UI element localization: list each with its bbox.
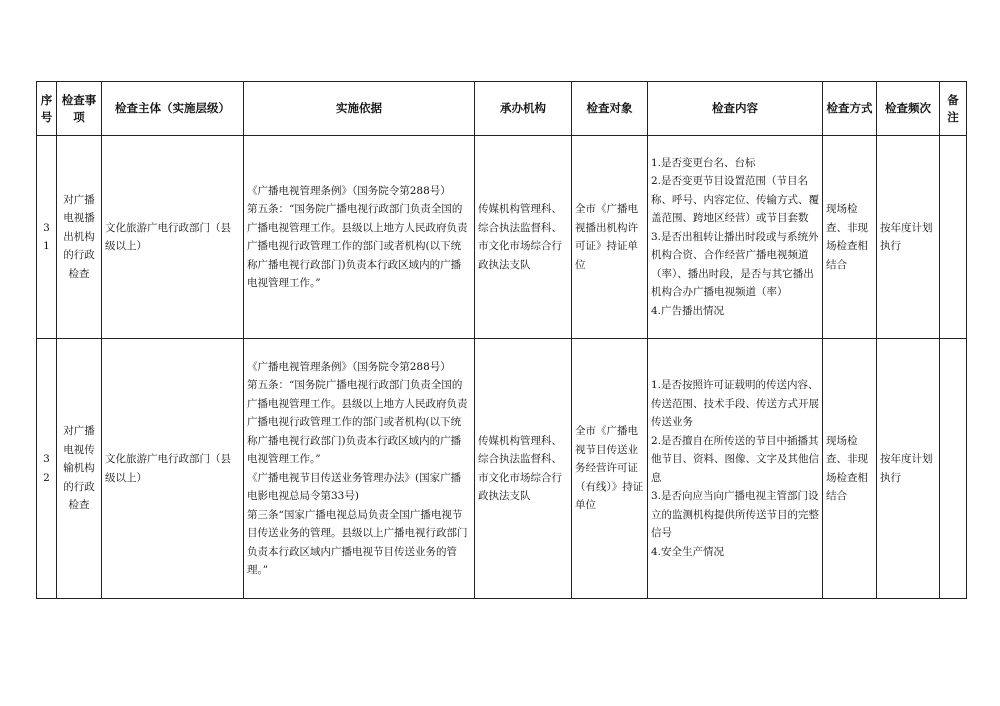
header-agency: 承办机构 [475, 82, 572, 136]
row-content [648, 136, 823, 339]
header-target: 检查对象 [572, 82, 648, 136]
row-content [648, 339, 823, 599]
row-frequency: 按年度计划执行 [877, 339, 940, 599]
row-item: 对广播电视传输机构的行政检查 [57, 339, 102, 599]
content-item: 3.是否向应当向广播电视主管部门设立的监测机构提供所传送节目的完整信号 [651, 490, 819, 539]
row-remark [940, 339, 967, 599]
table-row [37, 339, 967, 599]
basis-paragraph: 第五条：“国务院广播电视行政部门负责全国的广播电视管理工作。县级以上地方人民政府负责广播电视行政管理工作的部门或者机构(以下统称广播电视行政部门)负责本行政区域内的广播电视管理工作。” [247, 379, 468, 465]
row-frequency: 按年度计划执行 [877, 136, 940, 339]
content-item: 4.安全生产情况 [651, 545, 725, 558]
basis-paragraph: 第三条“国家广播电视总局负责全国广播电视节目传送业务的管理。县级以上广播电视行政部门负责本行政区域内广播电视节目传送业务的管理。” [247, 508, 468, 576]
row-target: 全市《广播电视播出机构许可证》持证单位 [572, 136, 648, 339]
header-remark: 备注 [940, 82, 967, 136]
row-method: 现场检查、非现场检查相结合 [823, 339, 877, 599]
row-seq: 31 [37, 136, 57, 339]
header-subject: 检查主体（实施层级） [102, 82, 244, 136]
table-row [37, 136, 967, 339]
row-item: 对广播电视播出机构的行政检查 [57, 136, 102, 339]
row-agency: 传媒机构管理科、综合执法监督科、市文化市场综合行政执法支队 [475, 339, 572, 599]
row-basis [244, 339, 475, 599]
row-subject: 文化旅游广电行政部门（县级以上） [102, 339, 244, 599]
content-item: 3.是否出租转让播出时段或与系统外机构合资、合作经营广播电视频道（率）、播出时段，是否与其它播出机构合办广播电视频道（率） [651, 230, 819, 299]
basis-paragraph: 第五条：“国务院广播电视行政部门负责全国的广播电视管理工作。县级以上地方人民政府负责广播电视行政管理工作的部门或者机构(以下统称广播电视行政部门)负责本行政区域内的广播电视管理工作。” [247, 203, 468, 289]
header-frequency: 检查频次 [877, 82, 940, 136]
header-method: 检查方式 [823, 82, 877, 136]
content-item: 1.是否按照许可证载明的传送内容、传送范围、技术手段、传送方式开展传送业务 [651, 379, 819, 428]
row-subject: 文化旅游广电行政部门（县级以上） [102, 136, 244, 339]
content-item: 1.是否变更台名、台标 [651, 156, 756, 169]
content-item: 2.是否擅自在所传送的节目中插播其他节目、资料、图像、文字及其他信息 [651, 434, 819, 484]
row-agency: 传媒机构管理科、综合执法监督科、市文化市场综合行政执法支队 [475, 136, 572, 339]
basis-paragraph: 《广播电视管理条例》（国务院令第288号） [247, 360, 451, 373]
header-item: 检查事项 [57, 82, 102, 136]
row-target: 全市《广播电视节目传送业务经营许可证（有线）》持证单位 [572, 339, 648, 599]
inspection-table [36, 81, 967, 599]
row-remark [940, 136, 967, 339]
basis-paragraph: 《广播电视节目传送业务管理办法》(国家广播电影电视总局令第33号) [247, 471, 462, 502]
row-basis [244, 136, 475, 339]
content-item: 2.是否变更节目设置范围（节目名称、呼号、内容定位、传输方式、覆盖范围、跨地区经营）或节目套数 [651, 175, 819, 225]
row-seq: 32 [37, 339, 57, 599]
content-item: 4.广告播出情况 [651, 304, 725, 317]
header-seq: 序号 [37, 82, 57, 136]
header-basis: 实施依据 [244, 82, 475, 136]
header-content: 检查内容 [648, 82, 823, 136]
row-method: 现场检查、非现场检查相结合 [823, 136, 877, 339]
table-header-row [37, 82, 967, 136]
basis-paragraph: 《广播电视管理条例》（国务院令第288号） [247, 184, 451, 197]
